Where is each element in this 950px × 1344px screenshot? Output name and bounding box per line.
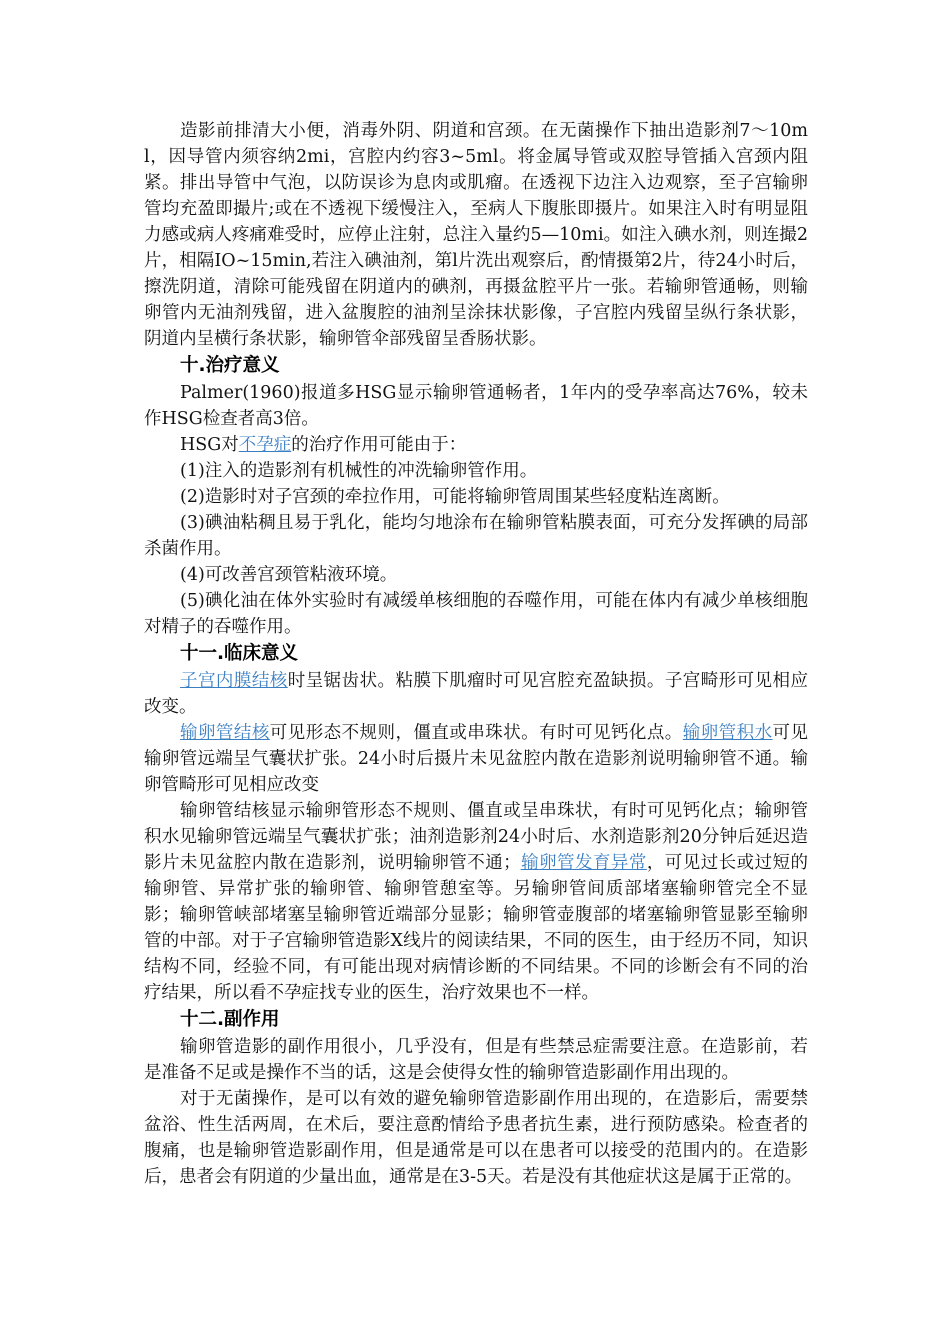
text-segment: 可见输卵管远端呈气囊状扩张。24小时后摄片未见盆腔内散在造影剂说明输卵管不通。输卵管畸形可见相应改变 [144, 723, 809, 795]
list-item-5: (5)碘化油在体外实验时有减缓单核细胞的吞噬作用，可能在体内有减少单核细胞对精子的吞噬作用。 [144, 591, 808, 637]
text-segment: 输卵管结核显示输卵管形态不规则、僵直或呈串珠状，有时可见钙化点；输卵管积水见输卵管远端呈气囊状扩张；油剂造影剂24小时后、水剂造影剂20分钟后延迟造影片未见盆腔内散在造影剂，说明输卵管不通； [144, 801, 808, 873]
link-hydrosalpinx[interactable]: 输卵管积水 [682, 723, 773, 743]
list-item-4: (4)可改善宫颈管粘液环境。 [180, 565, 398, 585]
list-item-1: (1)注入的造影剂有机械性的冲洗输卵管作用。 [180, 461, 538, 481]
text-segment: 的治疗作用可能由于： [291, 435, 467, 455]
link-tubal-dysplasia[interactable]: 输卵管发育异常 [520, 853, 647, 873]
paragraph-endometrial-tb [144, 668, 808, 720]
paragraph-tubal-findings [144, 798, 808, 1006]
link-infertility[interactable]: 不孕症 [238, 435, 292, 455]
text-segment: 可见形态不规则，僵直或串珠状。有时可见钙化点。 [269, 723, 683, 743]
paragraph-side-effects-2: 对于无菌操作，是可以有效的避免输卵管造影副作用出现的，在造影后，需要禁盆浴、性生活两周，在术后，要注意酌情给予患者抗生素，进行预防感染。检查者的腹痛，也是输卵管造影副作用，但是通常是可以在患者可以接受的范围内的。在造影后，患者会有阴道的少量出血，通常是在3-5天。若是没有其他症状这是属于正常的。 [144, 1089, 808, 1187]
heading-side-effects: 十二.副作用 [180, 1009, 280, 1030]
text-segment: ，可见过长或过短的输卵管、异常扩张的输卵管、输卵管憩室等。另输卵管间质部堵塞输卵管完全不显影；输卵管峡部堵塞呈输卵管近端部分显影；输卵管壶腹部的堵塞输卵管显影至输卵管的中部。对于子宫输卵管造影X线片的阅读结果，不同的医生，由于经历不同，知识结构不同，经验不同，有可能出现对病情诊断的不同结果。不同的诊断会有不同的治疗结果，所以看不孕症找专业的医生，治疗效果也不一样。 [144, 853, 809, 1003]
text-segment: 时呈锯齿状。粘膜下肌瘤时可见宫腔充盈缺损。子宫畸形可见相应改变。 [144, 671, 809, 717]
list-item-3: (3)碘油粘稠且易于乳化，能均匀地涂布在输卵管粘膜表面，可充分发挥碘的局部杀菌作用。 [144, 513, 808, 559]
paragraph-tubal-tb [144, 720, 808, 798]
paragraph-palmer: Palmer(1960)报道多HSG显示输卵管通畅者，1年内的受孕率高达76%，较未作HSG检查者高3倍。 [144, 383, 808, 429]
heading-treatment-significance: 十.治疗意义 [180, 355, 280, 376]
paragraph-hsg-effect [144, 432, 808, 458]
paragraph-procedure: 造影前排清大小便，消毒外阴、阴道和宫颈。在无菌操作下抽出造影剂7～10ml，因导管内须容纳2mi，宫腔内约容3~5ml。将金属导管或双腔导管插入宫颈内阻紧。排出导管中气泡，以防误诊为息肉或肌瘤。在透视下边注入边观察，至子宫输卵管均充盈即撮片;或在不透视下缓慢注入，至病人下腹胀即摄片。如果注入时有明显阻力感或病人疼痛难受时，应停止注射，总注入量约5—10mi。如注入碘水剂，则连撮2片，相隔IO~15min,若注入碘油剂，第l片洗出观察后，酌情摄第2片，待24小时后，擦洗阴道，清除可能残留在阴道内的碘剂，再摄盆腔平片一张。若输卵管通畅，则输卵管内无油剂残留，进入盆腹腔的油剂呈涂抹状影像，子宫腔内残留呈纵行条状影，阴道内呈横行条状影，输卵管伞部残留呈香肠状影。 [144, 121, 808, 349]
link-tubal-tuberculosis[interactable]: 输卵管结核 [180, 723, 270, 743]
list-item-2: (2)造影时对子宫颈的牵拉作用，可能将输卵管周围某些轻度粘连离断。 [180, 487, 730, 507]
document-page [144, 118, 808, 1190]
text-segment: HSG对 [180, 435, 239, 455]
paragraph-side-effects-1: 输卵管造影的副作用很小，几乎没有，但是有些禁忌症需要注意。在造影前，若是准备不足或是操作不当的话，这是会使得女性的输卵管造影副作用出现的。 [144, 1037, 808, 1083]
link-endometrial-tuberculosis[interactable]: 子宫内膜结核 [180, 671, 288, 691]
heading-clinical-significance: 十一.临床意义 [180, 643, 299, 664]
